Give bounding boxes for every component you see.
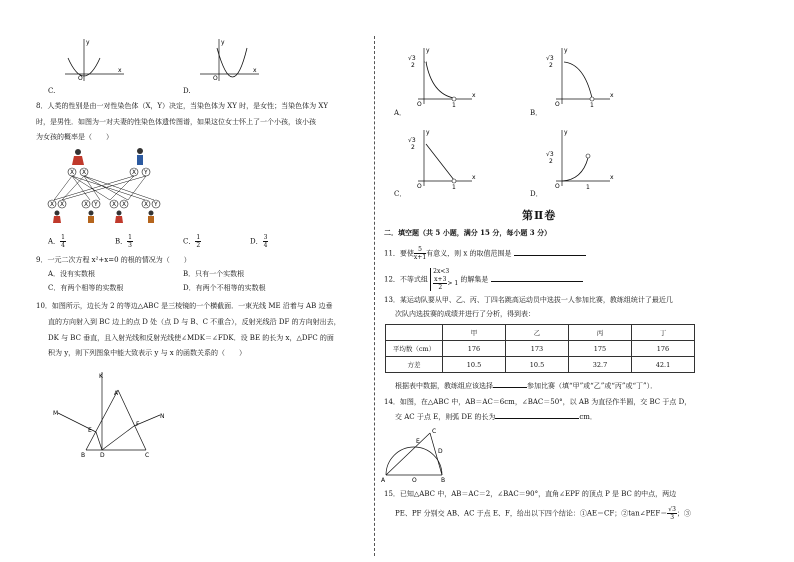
q7-option-d[interactable]: D. xyxy=(183,87,191,95)
q13-after: 根据表中数据，教练组应该选择 参加比赛（填“甲”或“乙”或“丙”或“丁”）． xyxy=(395,382,658,390)
q13-answer-blank[interactable] xyxy=(493,387,527,388)
svg-text:D: D xyxy=(100,452,105,459)
part2-heading: 二．填空题（共 5 小题，满分 15 分，每小题 3 分） xyxy=(384,228,552,237)
svg-text:x: x xyxy=(472,92,476,99)
svg-text:X: X xyxy=(144,201,149,208)
svg-text:X: X xyxy=(82,169,87,176)
inheritance-diagram xyxy=(40,145,170,225)
q15-line1: 15．已知△ABC 中，AB＝AC＝2，∠BAC＝90°，直角∠EPF 的顶点 P 是 BC 的中点，两边 xyxy=(384,490,677,498)
q10-line2: 直的方向射入到 BC 边上的点 D 处（点 D 与 B、C 不重合），反射光线沿 DF 的方向射出去， xyxy=(48,318,341,326)
q8-line3: 为女孩的概率是（ ） xyxy=(36,133,113,141)
svg-text:y: y xyxy=(221,39,225,46)
q11-answer-blank[interactable] xyxy=(514,255,586,256)
graph-option-b xyxy=(540,44,620,109)
q7-option-c[interactable]: C. xyxy=(48,87,56,95)
svg-text:O: O xyxy=(417,183,422,190)
svg-text:M: M xyxy=(53,410,59,417)
q9-option-a[interactable]: A．没有实数根 xyxy=(48,270,96,278)
q10-line4: 积为 y，则下列图象中能大致表示 y 与 x 的函数关系的（ ） xyxy=(48,349,246,357)
svg-text:2: 2 xyxy=(411,62,415,69)
q14-answer-blank[interactable] xyxy=(495,418,579,419)
svg-text:X: X xyxy=(50,201,55,208)
svg-text:X: X xyxy=(84,201,89,208)
svg-text:1: 1 xyxy=(452,102,456,109)
q8-option-b[interactable]: B． $\frac{1}{3}$ xyxy=(115,234,132,249)
q12-answer-blank[interactable] xyxy=(491,281,583,282)
mother-figure-icon xyxy=(72,149,84,165)
boy-icon xyxy=(148,211,154,224)
q9-option-b[interactable]: B．只有一个实数根 xyxy=(183,270,245,278)
graph-option-d xyxy=(540,126,620,191)
father-figure-icon xyxy=(137,148,143,165)
svg-text:2: 2 xyxy=(411,144,415,151)
table-row: 方差 10.5 10.5 32.7 42.1 xyxy=(386,357,695,373)
svg-text:x: x xyxy=(118,67,122,74)
graph-a-label[interactable]: A． xyxy=(394,109,407,117)
svg-text:1: 1 xyxy=(590,102,594,109)
svg-text:C: C xyxy=(432,428,437,435)
q12: 12．不等式组 2x<3 $\frac{x+3}{2}$ > 1 的解集是 xyxy=(384,268,583,291)
svg-text:x: x xyxy=(253,67,257,74)
graph-option-a xyxy=(402,44,482,109)
semicircle-diagram xyxy=(378,425,458,485)
selection-table xyxy=(385,324,695,373)
q7-graph-d xyxy=(195,36,265,82)
q9-option-d[interactable]: D．有两个不相等的实数根 xyxy=(183,284,266,292)
svg-text:O: O xyxy=(555,101,560,108)
svg-text:x: x xyxy=(472,174,476,181)
svg-text:2: 2 xyxy=(549,158,553,165)
graph-c-label[interactable]: C． xyxy=(394,190,407,198)
boy-icon xyxy=(88,211,94,224)
q8-option-a[interactable]: A． $\frac{1}{4}$ xyxy=(48,234,65,249)
svg-text:x: x xyxy=(610,174,614,181)
column-divider xyxy=(374,36,375,556)
svg-text:X: X xyxy=(132,169,137,176)
svg-text:√3: √3 xyxy=(408,55,416,62)
svg-text:y: y xyxy=(564,47,568,54)
svg-text:√3: √3 xyxy=(408,137,416,144)
girl-icon xyxy=(53,211,61,224)
svg-text:K: K xyxy=(99,373,103,380)
svg-text:y: y xyxy=(426,129,430,136)
svg-text:B: B xyxy=(81,452,86,459)
svg-text:O: O xyxy=(555,183,560,190)
q13-line1: 13．某运动队要从甲、乙、丙、丁四名跳高运动员中选拔一人参加比赛，教练组统计了最近几 xyxy=(384,296,673,304)
graph-option-c xyxy=(402,126,482,191)
svg-text:O: O xyxy=(417,101,422,108)
svg-text:1: 1 xyxy=(586,184,590,191)
svg-text:y: y xyxy=(564,129,568,136)
q9-stem: 9．一元二次方程 x²+x=0 的根的情况为（ ） xyxy=(36,256,191,264)
q11: 11．要使 $\frac{5}{x+1}$ 有意义，则 x 的取值范围是 xyxy=(384,246,586,261)
svg-text:O: O xyxy=(213,75,218,82)
q8-line2: 时，是男性．如图为一对夫妻的性染色体遗传图谱，如果这位女士怀上了一个小孩，该小孩 xyxy=(36,118,316,126)
q15-line2: PE、PF 分别交 AB、AC 于点 E、F，给出以下四个结论：①AE＝CF；②tan∠PEF＝ $\frac{√3}{3}$ ；③ xyxy=(395,506,691,521)
svg-text:X: X xyxy=(122,201,127,208)
q9-option-c[interactable]: C．有两个相等的实数根 xyxy=(48,284,124,292)
q13-line2: 次队内选拔赛的成绩并进行了分析，得到表： xyxy=(395,310,535,318)
girl-icon xyxy=(115,211,123,224)
q14-line2: 交 AC 于点 E，则弧 DE 的长为 cm． xyxy=(395,413,597,421)
svg-text:X: X xyxy=(112,201,117,208)
table-header-row: 甲 乙 丙 丁 xyxy=(386,325,695,341)
svg-text:X: X xyxy=(60,201,65,208)
q7-graph-c xyxy=(60,36,130,82)
prism-diagram xyxy=(50,368,170,460)
svg-text:A: A xyxy=(114,390,119,397)
svg-text:1: 1 xyxy=(452,184,456,191)
graph-b-label[interactable]: B． xyxy=(530,109,543,117)
svg-text:y: y xyxy=(86,39,90,46)
svg-text:Y: Y xyxy=(144,169,148,176)
table-row: 平均数（cm） 176 173 175 176 xyxy=(386,341,695,357)
q8-line1: 8．人类的性别是由一对性染色体（X，Y）决定，当染色体为 XY 时，是女性；当染色体为 XY xyxy=(36,102,328,110)
svg-text:D: D xyxy=(438,448,443,455)
svg-text:x: x xyxy=(610,92,614,99)
q8-option-d[interactable]: D． $\frac{3}{4}$ xyxy=(250,234,268,249)
svg-text:O: O xyxy=(78,75,83,82)
svg-text:y: y xyxy=(426,47,430,54)
svg-text:B: B xyxy=(441,477,446,484)
svg-text:2: 2 xyxy=(549,62,553,69)
graph-d-label[interactable]: D． xyxy=(530,190,543,198)
svg-text:Y: Y xyxy=(94,201,98,208)
svg-text:E: E xyxy=(416,438,420,445)
svg-text:A: A xyxy=(381,477,386,484)
q10-line1: 10．如图所示，边长为 2 的等边△ABC 是三棱镜的一个横截面．一束光线 ME 沿着与 AB 边垂 xyxy=(36,302,333,310)
svg-text:√3: √3 xyxy=(546,151,554,158)
svg-text:F: F xyxy=(136,421,140,428)
section-title: 第Ⅱ卷 xyxy=(522,209,557,222)
svg-text:E: E xyxy=(88,427,92,434)
q14-line1: 14．如图，在△ABC 中，AB＝AC＝6cm，∠BAC＝50°，以 AB 为直径作半圆，交 BC 于点 D， xyxy=(384,398,692,406)
q8-option-c[interactable]: C． $\frac{1}{2}$ xyxy=(183,234,201,249)
svg-text:N: N xyxy=(160,413,165,420)
svg-text:X: X xyxy=(70,169,75,176)
svg-text:C: C xyxy=(145,452,150,459)
svg-text:O: O xyxy=(412,477,417,484)
q10-line3: DK 与 BC 垂直，且入射光线和反射光线使∠MDK＝∠FDK．设 BE 的长为 x，△DFC 的面 xyxy=(48,334,334,342)
svg-text:Y: Y xyxy=(154,201,158,208)
svg-text:√3: √3 xyxy=(546,55,554,62)
